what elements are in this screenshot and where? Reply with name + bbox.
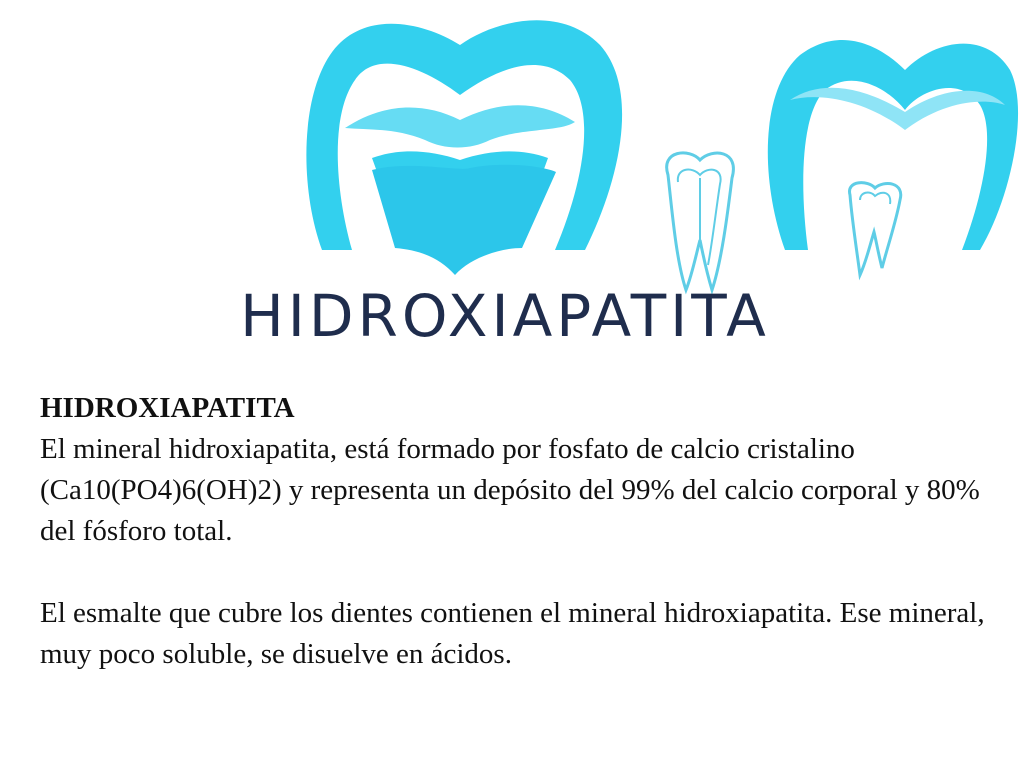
section-heading: HIDROXIAPATITA bbox=[40, 392, 295, 424]
tiny-tooth-outline-icon bbox=[850, 183, 901, 275]
large-tooth-icon bbox=[306, 20, 622, 275]
paragraph-composition: El mineral hidroxiapatita, está formado por fosfato de calcio cristalino (Ca10(PO4)6(OH)2) y representa un depósito del 99% del calcio corporal y 80% del fósforo total. bbox=[40, 433, 980, 547]
paragraph-spacer bbox=[40, 552, 990, 593]
slide-body bbox=[40, 388, 990, 675]
medium-tooth-icon bbox=[768, 40, 1018, 250]
small-tooth-outline-icon bbox=[667, 153, 734, 290]
teeth-illustration bbox=[0, 0, 1024, 300]
paragraph-enamel: El esmalte que cubre los dientes contienen el mineral hidroxiapatita. Ese mineral, muy poco soluble, se disuelve en ácidos. bbox=[40, 597, 985, 670]
banner-title: HIDROXIAPATITA bbox=[240, 282, 770, 350]
